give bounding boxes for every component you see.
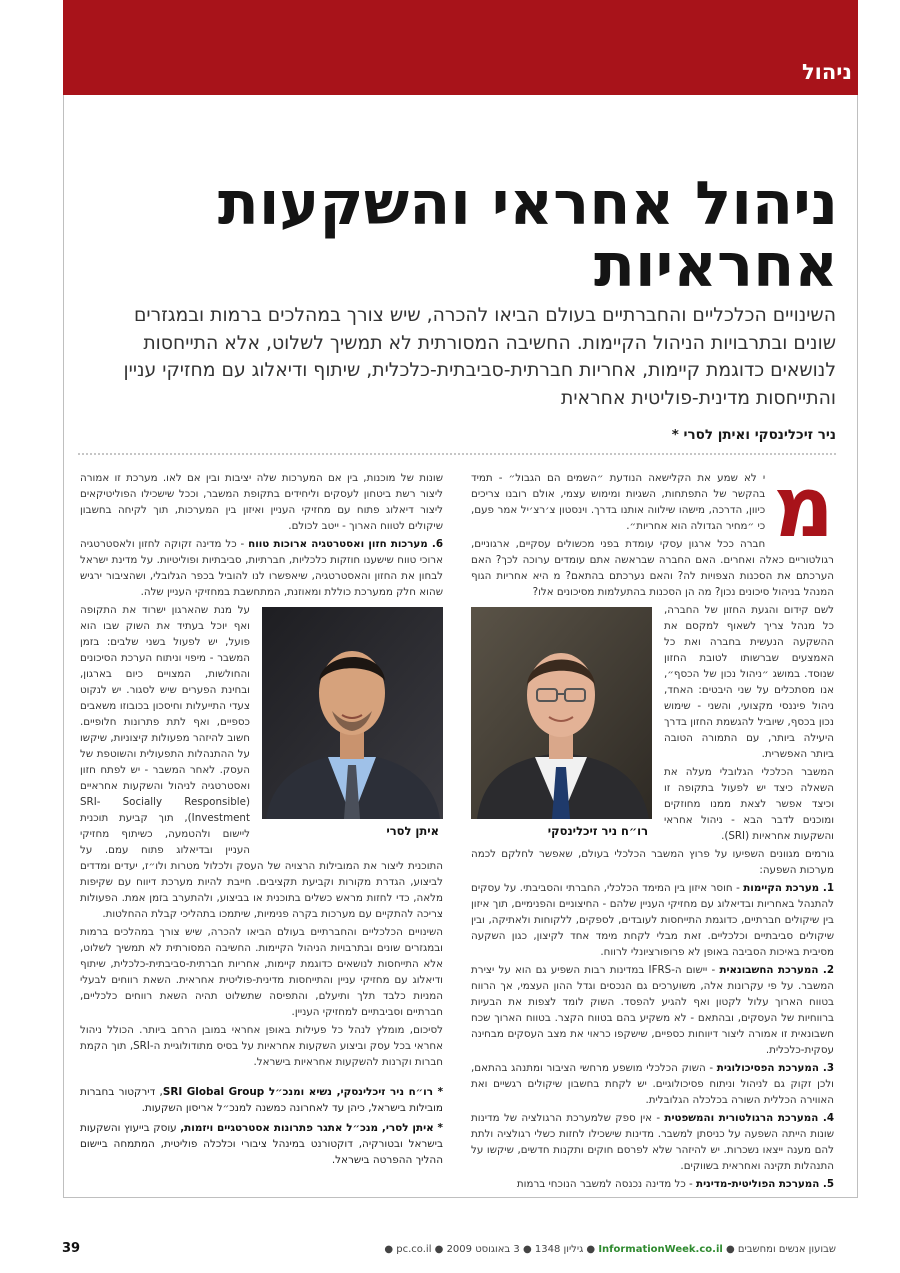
paragraph: השינויים הכלכליים והחברתיים בעולם הביאו להכרה, שיש צורך במהלכים ברמות ובמגזרים שונים ובתרבויות הניהול הקיימות. החשיבה המסורתית לא תמשיך לשלוט, אלא התייחסות לנושאים כדוגמת קיימות, אחריות חברתית-סביבתית-כלכלית, שיתוף ודיאלוג עם מחזיקי עניין והתייחסות מדינית-פוליטית אחראית. השאת רווחים לבעלי המניות כלבד תלך ותיעלם, והתפיסה שתשלוט תהיה השאת רווחים כלכליים, חברתיים וסביבתיים למחזיקי העניין. [80, 926, 443, 1018]
list-item: 3. המערכת הפסיכולוגית - השוק הכלכלי מושפע מרחשי הציבור ומתנהג בהתאם, ולכן זקוק גם לניהול וניתוח פסיכולוגיים. יש לקחת בחשבון שיקולים רגשיים ואת האווירה הכללית השורה בכלכלה הגלובלית. [471, 1062, 834, 1106]
footer-publication-line: שבועון אנשים ומחשבים ● InformationWeek.co.il ● גיליון 1348 ● 3 באוגוסט 2009 ● pc.co.il ● [384, 1244, 836, 1255]
list-item: 5. המערכת הפוליטית-מדינית - כל מדינה נכנסה למשבר הנוכחי ברמות [516, 1178, 834, 1190]
list-item: 6. מערכות חזון ואסטרטגיה ארוכות טווח - כל מדינה זקוקה לחזון ולאסטרטגיה ארוכי טווח שישענו חוזקות כלכליות, חברתיות, סביבתיות ופוליטיות. על מדינת ישראל לבחון את החזון והאסטרטגיה, שיאפשרו לנו להוביל בכפר הגלובלי, ושהציבור ירגיש שהוא חלק ממערכת כוללת ומאוזנת, המתחשבת במחזיקי העניין שלה. [80, 538, 444, 598]
author-notes [80, 1084, 443, 1168]
paragraph: גורמים מגוונים השפיעו על פרוץ המשבר הכלכלי בעולם, שאפשר לחלקם לכמה מערכות השפעה: [471, 848, 834, 876]
article-byline: ניר זיכלינסקי ואיתן לסרי * [671, 427, 836, 443]
author-note: * רו״ח ניר זיכלינסקי, נשיא ומנכ״ל SRI Global Group, דירקטור בחברות מובילות בישראל, כיהן עד לאחרונה כמשנה למנכ״ל אריסון השקעות. [80, 1086, 444, 1114]
article-subtitle: השינויים הכלכליים והחברתיים בעולם הביאו להכרה, שיש צורך במהלכים ברמות ובמגזרים שונים ובתרבויות הניהול הקיימות. החשיבה המסורתית לא תמשיך לשלוט, אלא התייחסות לנושאים כדוגמת קיימות, אחריות חברתית-סביבתית-כלכלית, שיתוף ודיאלוג עם מחזיקי עניין והתייחסות מדינית-פוליטית אחראית [123, 305, 836, 409]
section-label: ניהול [801, 60, 852, 84]
paragraph: י לא שמע את הקלישאה הנודעת ״השמים הם הגבול״ - תמיד בהקשר של התפתחות, השגיות ומימוש עצמי, אולם רובנו צריכים כיוון, הדרכה, מישהו שילווה אותנו בדרך. וינסטון צ׳רצ׳יל אמר פעם, כי ״מחיר הגדולה הוא אחריות״. [471, 472, 766, 532]
paragraph: לסיכום, מומלץ לנהל כל פעילות באופן אחראי במובן הרחב ביותר. הכולל ניהול אחראי בכל עסק וביצוע השקעות אחראיות על בסיס מתודולוגיית ה-SRI, תוך הקמת חברות וקרנות להשקעות אחראיות בישראל. [80, 1024, 443, 1068]
list-item: 2. המערכת החשבונאית - יישום ה-IFRS במדינות רבות השפיע גם הוא על יצירת המשבר. על פי עקרונות אלה, משוערכים גם הנכסים וגדל ההון העצמי, אך הרווח בטווח הארוך עלול לקטון ואף להגיע להפסד. השוק לומד לצפות את הבעיות ברווחיות של העסקים, ובהתאם - לא משקיע בהם בטווח הקצר. בטווח הארוך שכח חשבונאית זו אמורה ליצור דיווחות כספיים, שישקפו כראוי את מצב העסקים מבחינה עסקית-כלכלית. [471, 964, 835, 1056]
paragraph: לשם קידום והגעת החזון של החברה, כל מנהל צריך לשאוף למקסם את ההשקעה הנעשית בחברה ואת כל האמצעים שברשותו לטובת החזון שנוסד. במושג ״ניהול נכון של הכסף״, אנו מסתכלים על שני היבטים: האחד, ניהול פיננסי מקצועי, והשני - שימוש נכון בכסף, שיוביל להגשמת החזון בדרך היעילה ביותר, עם התמורה הטובה ביותר האפשרית. [664, 604, 834, 760]
article-title: ניהול אחראי והשקעות אחראיות [217, 169, 838, 301]
column-left [80, 470, 443, 1180]
header-band [63, 0, 858, 95]
page-number: 39 [62, 1241, 81, 1256]
portrait-image [262, 607, 443, 819]
paragraph: על מנת שהארגון ישרוד את התקופה ואף יוכל בעתיד את השוק שבו הוא פועל, יש לפעול בשני שלבים: בזמן המשבר - מיפוי וניתוח הערכת הסיכונים והחולשות, המצויים כיום בארגון, ובחינת הפערים שיש לסגור. יש לנקוט צעדי התייעלות וחיסכון בכובוזו משאבים כספיים, ואף לתת פתרונות חלופיים. חשוב להיזהר מפעולות קיצוניות, שיקשו על ההתנהלות התפעולית והשוטפת של העסק. לאחר המשבר - יש לפתח חזון ואסטרטגיה לניהול והשקעות אחראיים (SRI- Socially Responsible Investment), תוך קביעת תוכנית ליישום ולהטמעה, כשיתוף מחזיקי העניין ובדיאלוג פתוח עמם. על התוכנית ליצור את המובילות הרצויה של העסק ולכלול מטרות ולו״ז, יעדים ומדדים לביצוע, הגדרת מקורות וקביעת תקציבים. חייבת להיות מערכת דיווח עם שקיפות מלאה, כדי לחזות מראש כשלים בתוכנית או בביצוע, ולהתערב בזמן אמת. הפעולות צריכה להתקיים עם מערכות בקרה פנימיות, שיתמכו בתהליכי קבלת ההחלטות. [80, 604, 443, 920]
list-item: 4. המערכת הרגולטורית והמשפטית - אין ספק שלמערכת הרגולציה של מדינות שונות הייתה השפעה על כניסתן למשבר. מדינות שישכילו לחזות כשלי רגולציה ולתת להם מענה ייצאו נשכרות. יש להיזהר שלא לפרסם חוקים ותקנות חדשים, שיקשו על התנהלות תקינה ואחראית בשווקים. [471, 1112, 834, 1172]
paragraph: שונות של מוכנות, בין אם המערכות שלה יציבות ובין אם לאו. מערכת זו אמורה ליצור רשת ביטחון לעסקים וליחידים בתקופת המשבר, וככל שישכילו הפוליטיקאים ליצור דיאלוג פתוח עם מחזיקי העניין ואיזון בין המערכות, תוך לקיחה בחשבון שיקולים לטווח הארוך - ייטב לכולם. [80, 472, 443, 532]
drop-cap: מ [773, 458, 834, 556]
brand-link[interactable]: InformationWeek.co.il [598, 1244, 723, 1255]
dotted-divider [78, 453, 836, 455]
photo-caption: רו״ח ניר זיכלינסקי [547, 824, 648, 838]
portrait-image [471, 607, 652, 819]
photo-eitan-lasri [262, 607, 443, 841]
column-right [471, 458, 835, 1190]
author-note: * איתן לסרי, מנכ״ל אתגר פתרונות אסטרטגיים ויזמות, עוסק בייעוץ והשקעות בישראל ובטורקיה, דוקטורנט במינהל ציבורי וכלכלה פוליטית, המתמחה ביישום ההליך ההפרטה בישראל. [80, 1122, 443, 1166]
list-item: 1. מערכת הקיימות - חוסר איזון בין המימד הכלכלי, החברתי והסביבתי. על עסקים להתנהל באחריות ובדיאלוג עם מחזיקי העניין שלהם - החיצוניים והפנימיים, תוך איזון בין שיקולים חברתיים, כדוגמת התייחסות לעובדים, לספקים, ללקוחות ולאתיקה, ובין שיקולים סביבתיים וכלכליים. זאת מבלי לקחת מימד אחד לקיצון, כגון השקעה מסיבית באיכות הסביבה באופן לא פרופורציונלי לרווח. [471, 882, 834, 958]
page-footer [62, 1241, 836, 1261]
paragraph: המשבר הכלכלי הגלובלי מעלה את השאלה כיצד יש לפעול בתקופה זו וכיצד אפשר לצאת ממנו מחוזקים ומוכנים לדבר הבא - ניהול אחראי והשקעות אחראיות (SRI). [664, 766, 834, 842]
photo-caption: איתן לסרי [386, 824, 439, 838]
photo-nir-zichlinskey [471, 607, 652, 841]
paragraph: חברה ככל ארגון עסקי עומדת בפני מכשולים עסקיים, ארגוניים, רגולטוריים כאלה ואחרים. האם החברה שבראשה אתם עומדים ערוכה לכך? האם הערכתם את הסכנות הצפויות לה? והאם נערכתם בהתאם? מ היא אחריות הגוף המנהל בניהול סיכונים נכון? מה הן הסכנות בהתעלמות מסיכונים אלו? [471, 538, 834, 598]
